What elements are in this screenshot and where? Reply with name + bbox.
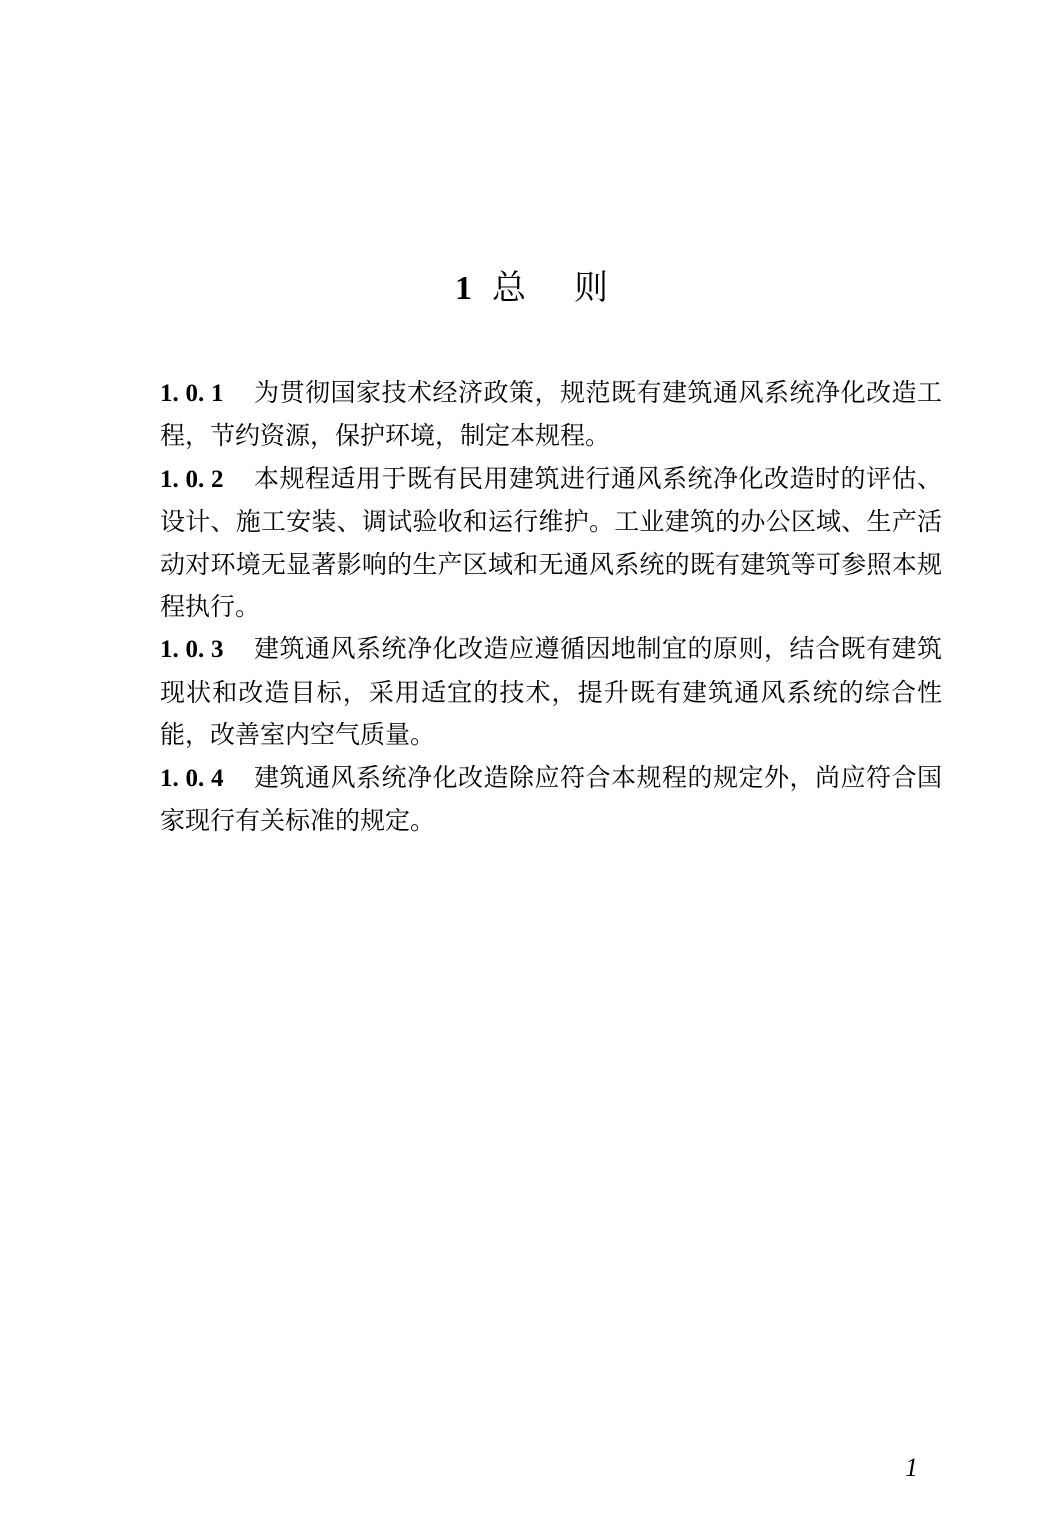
clause-list (160, 372, 942, 842)
clause-1-0-4 (160, 757, 942, 843)
clause-text: 本规程适用于既有民用建筑进行通风系统净化改造时的评估、设计、施工安装、调试验收和运行维护。工业建筑的办公区域、生产活动对环境无显著影响的生产区域和无通风系统的既有建筑等可参照本规程执行。 (160, 463, 942, 622)
chapter-number: 1 (455, 270, 472, 307)
clause-text: 为贯彻国家技术经济政策，规范既有建筑通风系统净化改造工程，节约资源，保护环境，制定本规程。 (160, 378, 942, 451)
clause-number: 1. 0. 3 (160, 636, 224, 664)
clause-1-0-1 (160, 372, 942, 458)
chapter-title: 总则 (492, 268, 656, 308)
clause-number: 1. 0. 1 (160, 380, 224, 407)
chapter-heading (0, 262, 1063, 315)
clause-1-0-2 (160, 458, 942, 629)
clause-text: 建筑通风系统净化改造应遵循因地制宜的原则，结合既有建筑现状和改造目标，采用适宜的技术，提升既有建筑通风系统的综合性能，改善室内空气质量。 (160, 634, 942, 750)
page-number: 1 (905, 1453, 918, 1482)
clause-1-0-3 (160, 628, 942, 756)
clause-number: 1. 0. 4 (160, 764, 224, 792)
clause-text: 建筑通风系统净化改造除应符合本规程的规定外，尚应符合国家现行有关标准的规定。 (160, 762, 942, 836)
clause-number: 1. 0. 2 (160, 465, 224, 493)
